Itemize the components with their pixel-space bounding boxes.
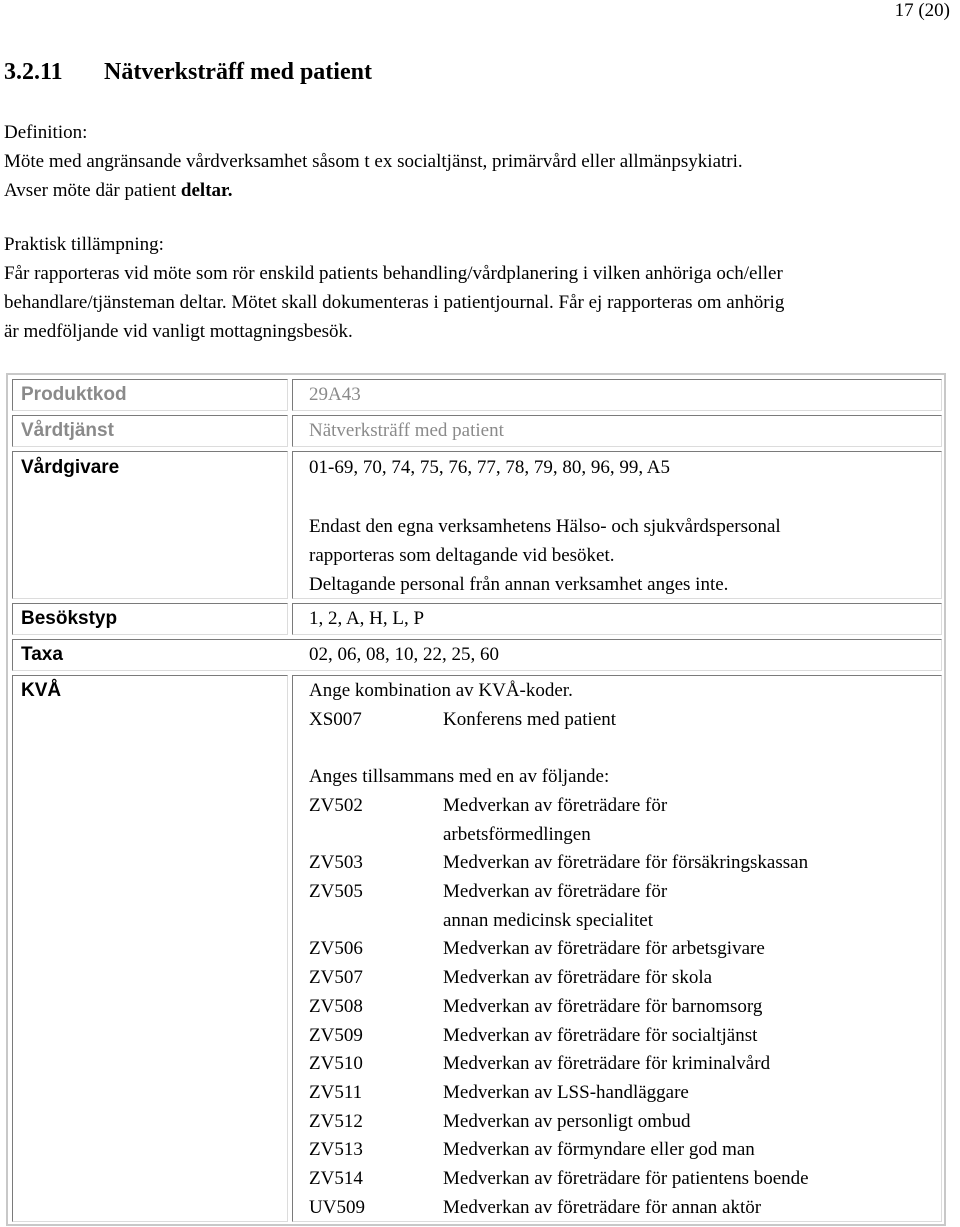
kva-code: ZV513: [309, 1139, 363, 1161]
kva-code: ZV508: [309, 995, 363, 1017]
kva-code-row: [309, 849, 929, 878]
vardgivare-note: Endast den egna verksamhetens Hälso- och sjukvårdspersonal: [309, 516, 781, 537]
practice-label: Praktisk tillämpning:: [4, 234, 164, 255]
kva-code-row: [309, 792, 929, 821]
kva-value-cell: [292, 675, 942, 1222]
taxa-value: 02, 06, 08, 10, 22, 25, 60: [309, 644, 499, 665]
section-heading: [4, 58, 372, 86]
kva-code-desc: Medverkan av företrädare för socialtjänst: [443, 1024, 758, 1046]
produktkod-value-cell: [292, 379, 942, 411]
kva-code-list: [309, 792, 929, 1222]
kva-code-desc: Medverkan av personligt ombud: [443, 1110, 691, 1132]
vardgivare-label-cell: [12, 451, 288, 599]
kva-code: ZV511: [309, 1081, 363, 1103]
kva-code-desc: annan medicinsk specialitet: [443, 909, 653, 931]
practice-line: är medföljande vid vanligt mottagningsbesök.: [4, 321, 353, 342]
kva-code-row: [309, 1165, 929, 1194]
kva-code-row: [309, 1136, 929, 1165]
kva-code: ZV505: [309, 881, 363, 903]
besokstyp-label-cell: [12, 603, 288, 635]
kva-code-row: [309, 935, 929, 964]
produktkod-label-cell: [12, 379, 288, 411]
kva-code-row: [309, 993, 929, 1022]
kva-code-desc: Medverkan av företrädare för barnomsorg: [443, 995, 763, 1017]
kva-subintro: Anges tillsammans med en av följande:: [309, 766, 610, 787]
kva-code-desc: Medverkan av förmyndare eller god man: [443, 1139, 755, 1161]
kva-label-cell: [12, 675, 288, 1222]
vardgivare-note: rapporteras som deltagande vid besöket.: [309, 545, 615, 566]
kva-code-desc: Medverkan av företrädare för arbetsgivare: [443, 938, 765, 960]
kva-code-row: [309, 878, 929, 907]
kva-code-desc: Medverkan av företrädare för annan aktör: [443, 1196, 762, 1218]
kva-code-desc: Medverkan av företrädare för: [443, 881, 668, 903]
practice-line: Får rapporteras vid möte som rör enskild patients behandling/vårdplanering i vilken anhöriga och/eller: [4, 263, 783, 284]
kva-code: ZV509: [309, 1024, 363, 1046]
kva-code-row: [309, 1194, 929, 1223]
besokstyp-value-cell: [292, 603, 942, 635]
kva-code-desc: Medverkan av företrädare för kriminalvård: [443, 1053, 771, 1075]
kva-code-row: [309, 1022, 929, 1051]
vardtjanst-label-cell: [12, 415, 288, 447]
practice-paragraph: [4, 230, 954, 346]
page-number: 17 (20): [894, 0, 950, 21]
kva-code-row: [309, 964, 929, 993]
kva-code: ZV512: [309, 1110, 363, 1132]
definition-emphasis: deltar.: [180, 180, 233, 201]
taxa-row: [12, 639, 942, 671]
kva-code-desc: Medverkan av LSS-handläggare: [443, 1081, 689, 1103]
kva-code: ZV510: [309, 1053, 363, 1075]
vardtjanst-value-cell: [292, 415, 942, 447]
kva-code-desc: Medverkan av företrädare för försäkringskassan: [443, 852, 809, 874]
definition-line: Möte med angränsande vårdverksamhet såsom t ex socialtjänst, primärvård eller allmänpsykiatri.: [4, 151, 743, 172]
besokstyp-value: 1, 2, A, H, L, P: [309, 608, 425, 629]
kva-code: UV509: [309, 1196, 365, 1218]
kva-code: ZV506: [309, 938, 363, 960]
definition-paragraph: [4, 118, 954, 205]
vardgivare-value: 01-69, 70, 74, 75, 76, 77, 78, 79, 80, 96, 99, A5: [309, 457, 670, 478]
kva-code-row: [309, 821, 929, 850]
kva-code-desc: arbetsförmedlingen: [443, 823, 591, 845]
kva-code-row: [309, 907, 929, 936]
practice-line: behandlare/tjänsteman deltar. Mötet skall dokumenteras i patientjournal. Får ej rapporteras om anhörig: [4, 292, 785, 313]
vardgivare-note: Deltagande personal från annan verksamhet anges inte.: [309, 574, 729, 595]
vardgivare-value-cell: [292, 451, 942, 599]
produktkod-value: 29A43: [309, 384, 361, 405]
produktkod-label: Produktkod: [21, 384, 127, 405]
vardtjanst-value: Nätverksträff med patient: [309, 420, 504, 441]
kva-code: ZV503: [309, 852, 363, 874]
vardgivare-label: Vårdgivare: [21, 457, 120, 478]
kva-main-desc: Konferens med patient: [443, 709, 617, 730]
definition-line: [4, 176, 954, 205]
taxa-label: Taxa: [21, 644, 63, 665]
section-title: Nätverksträff med patient: [104, 59, 372, 85]
product-table: [6, 373, 946, 1226]
definition-prefix: Avser möte där patient: [4, 180, 181, 201]
kva-label: KVÅ: [21, 680, 62, 701]
kva-code-desc: Medverkan av företrädare för patientens boende: [443, 1167, 809, 1189]
kva-code-desc: Medverkan av företrädare för: [443, 795, 668, 816]
kva-intro: Ange kombination av KVÅ-koder.: [309, 680, 573, 701]
section-number: 3.2.11: [4, 59, 63, 85]
kva-code-row: [309, 1108, 929, 1137]
vardtjanst-label: Vårdtjänst: [21, 420, 114, 441]
kva-code-desc: Medverkan av företrädare för skola: [443, 967, 713, 989]
kva-code: ZV514: [309, 1167, 363, 1189]
besokstyp-label: Besökstyp: [21, 608, 118, 629]
kva-code-row: [309, 1079, 929, 1108]
kva-code-row: [309, 1050, 929, 1079]
kva-code: ZV502: [309, 795, 363, 816]
kva-code: ZV507: [309, 967, 363, 989]
kva-main-code: XS007: [309, 709, 362, 730]
definition-label: Definition:: [4, 122, 88, 143]
